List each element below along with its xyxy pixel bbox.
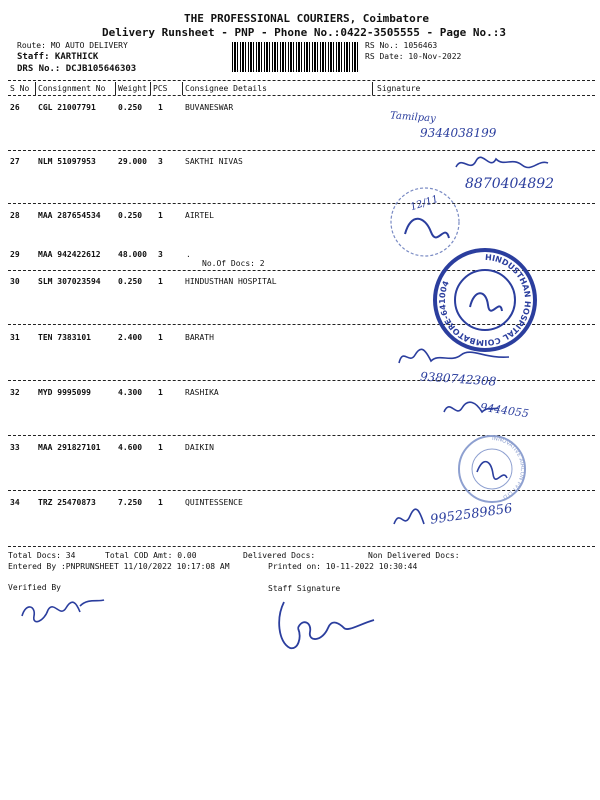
row-sno: 34 bbox=[10, 498, 20, 507]
row-consignment: NLM 51097953 bbox=[38, 157, 96, 166]
row-consignment: SLM 307023594 bbox=[38, 277, 101, 286]
svg-text:HINDUSTHAN HOSPITAL COIMBATORE bbox=[438, 253, 532, 347]
col-consignee: Consignee Details bbox=[185, 84, 267, 93]
divider bbox=[8, 95, 595, 96]
row-sno: 33 bbox=[10, 443, 20, 452]
non-delivered-docs: Non Delivered Docs: bbox=[368, 551, 460, 560]
row-pcs: 1 bbox=[158, 443, 163, 452]
divider bbox=[150, 82, 151, 95]
row-consignee: RASHIKA bbox=[185, 388, 219, 397]
row-weight: 0.250 bbox=[118, 277, 143, 286]
divider bbox=[182, 82, 183, 95]
row-sno: 30 bbox=[10, 277, 20, 286]
row-consignee: BUVANESWAR bbox=[185, 103, 234, 112]
verified-signature bbox=[18, 592, 108, 628]
row-consignment: MAA 291827101 bbox=[38, 443, 101, 452]
divider bbox=[35, 82, 36, 95]
staff-signature bbox=[268, 598, 378, 658]
total-docs: Total Docs: 34 bbox=[8, 551, 76, 560]
row26-handwritten-phone: 9344038199 bbox=[420, 126, 497, 140]
runsheet-subtitle: Delivery Runsheet - PNP - Phone No.:0422-3505555 - Page No.:3 bbox=[102, 26, 506, 39]
row-consignment: CGL 21007791 bbox=[38, 103, 96, 112]
row-consignment: TEN 7383101 bbox=[38, 333, 91, 342]
printed-on: Printed on: 10-11-2022 10:30:44 bbox=[268, 562, 418, 571]
row34-handwritten-phone: 9952589856 bbox=[429, 501, 514, 528]
row-weight: 48.000 bbox=[118, 250, 147, 259]
svg-text:INNOVATIVE AIRCON PVT LTD bbox=[492, 436, 525, 500]
divider bbox=[8, 203, 595, 204]
row-sno: 26 bbox=[10, 103, 20, 112]
total-cod: Total COD Amt: 0.00 bbox=[105, 551, 197, 560]
row34-signature bbox=[392, 508, 432, 532]
col-weight: Weight bbox=[118, 84, 147, 93]
rs-number: RS No.: 1056463 bbox=[365, 41, 438, 50]
row-consignee: SAKTHI NIVAS bbox=[185, 157, 243, 166]
row-sno: 29 bbox=[10, 250, 20, 259]
divider bbox=[115, 82, 116, 95]
row-pcs: 1 bbox=[158, 103, 163, 112]
hospital-stamp-text: HINDUSTHAN HOSPITAL COIMBATORE-641004 bbox=[437, 252, 533, 348]
row-sno: 32 bbox=[10, 388, 20, 397]
row-weight: 4.300 bbox=[118, 388, 143, 397]
row-consignee: DAIKIN bbox=[185, 443, 214, 452]
daikin-stamp bbox=[455, 432, 530, 507]
row-pcs: 1 bbox=[158, 211, 163, 220]
row27-handwritten-phone: 8870404892 bbox=[465, 176, 555, 192]
row-weight: 2.400 bbox=[118, 333, 143, 342]
row32-handwritten-phone: 9444055 bbox=[479, 400, 530, 421]
row-consignee: QUINTESSENCE bbox=[185, 498, 243, 507]
delivered-docs: Delivered Docs: bbox=[243, 551, 316, 560]
daikin-stamp-text: INNOVATIVE AIRCON PVT LTD bbox=[491, 435, 525, 500]
row-weight: 0.250 bbox=[118, 211, 143, 220]
row-weight: 0.250 bbox=[118, 103, 143, 112]
row-sno: 27 bbox=[10, 157, 20, 166]
barcode bbox=[232, 42, 358, 72]
row-consignment: MYD 9995099 bbox=[38, 388, 91, 397]
row26-handwritten-name: Tamilpay bbox=[389, 110, 437, 125]
route: Route: MO AUTO DELIVERY bbox=[17, 41, 128, 50]
staff: Staff: KARTHICK bbox=[17, 52, 99, 62]
row28-handwritten-date: 12/11 bbox=[409, 193, 440, 214]
row-pcs: 1 bbox=[158, 498, 163, 507]
row-consignee: . bbox=[186, 250, 191, 259]
row-sno: 28 bbox=[10, 211, 20, 220]
col-consignment: Consignment No bbox=[38, 84, 106, 93]
row-consignment: MAA 942422612 bbox=[38, 250, 101, 259]
divider bbox=[8, 80, 595, 81]
divider bbox=[8, 380, 595, 381]
verified-by-label: Verified By bbox=[8, 583, 61, 592]
row-sno: 31 bbox=[10, 333, 20, 342]
divider bbox=[8, 546, 595, 547]
row-consignment: MAA 287654534 bbox=[38, 211, 101, 220]
row-consignee: HINDUSTHAN HOSPITAL bbox=[185, 277, 277, 286]
row31-handwritten-phone: 9380742308 bbox=[419, 369, 497, 389]
row-consignee: BARATH bbox=[185, 333, 214, 342]
drs-number: DRS No.: DCJB105646303 bbox=[17, 64, 137, 74]
no-of-docs-note: No.Of Docs: 2 bbox=[202, 259, 265, 268]
row-consignee: AIRTEL bbox=[185, 211, 214, 220]
row-weight: 7.250 bbox=[118, 498, 143, 507]
col-pcs: PCS bbox=[153, 84, 168, 93]
col-signature: Signature bbox=[377, 84, 421, 93]
row-weight: 29.000 bbox=[118, 157, 147, 166]
divider bbox=[8, 150, 595, 151]
hospital-stamp bbox=[430, 245, 540, 355]
row-pcs: 1 bbox=[158, 277, 163, 286]
row-pcs: 3 bbox=[158, 157, 163, 166]
row-pcs: 1 bbox=[158, 333, 163, 342]
row-weight: 4.600 bbox=[118, 443, 143, 452]
row-pcs: 1 bbox=[158, 388, 163, 397]
row-pcs: 3 bbox=[158, 250, 163, 259]
row31-signature bbox=[395, 345, 515, 369]
row-consignment: TRZ 25470873 bbox=[38, 498, 96, 507]
entered-by: Entered By :PNPRUNSHEET 11/10/2022 10:17:08 AM bbox=[8, 562, 230, 571]
row27-signature bbox=[452, 153, 552, 177]
divider bbox=[372, 82, 373, 95]
rs-date: RS Date: 10-Nov-2022 bbox=[365, 52, 462, 61]
col-sno: S No bbox=[10, 84, 30, 93]
company-name: THE PROFESSIONAL COURIERS, Coimbatore bbox=[184, 12, 430, 25]
staff-signature-label: Staff Signature bbox=[268, 584, 341, 593]
